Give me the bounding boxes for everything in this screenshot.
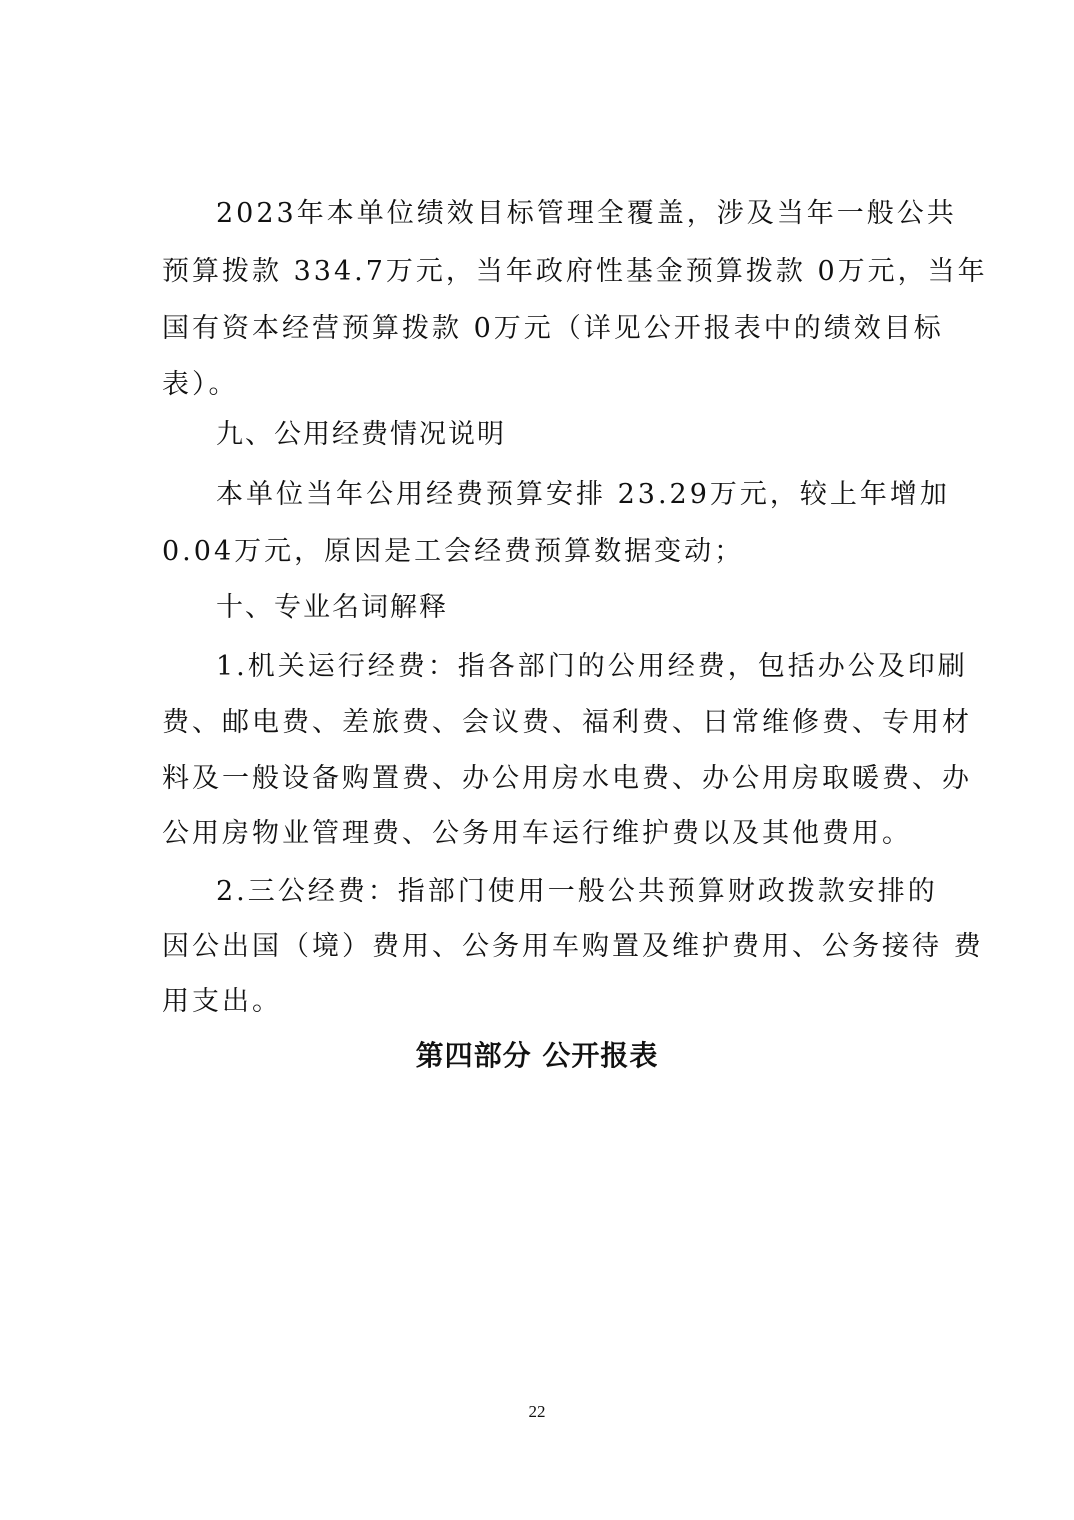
paragraph-line: 国有资本经营预算拨款 0万元（详见公开报表中的绩效目标 (162, 313, 944, 344)
paragraph-line: 0.04万元，原因是工会经费预算数据变动； (162, 536, 745, 567)
section-heading-nine: 九、公用经费情况说明 (216, 419, 506, 450)
part-four-title: 第四部分 公开报表 (415, 1039, 659, 1072)
definition-line: 料及一般设备购置费、办公用房水电费、办公用房取暖费、办 (162, 763, 972, 794)
paragraph-line: 表）。 (162, 369, 239, 400)
definition-line: 2.三公经费：指部门使用一般公共预算财政拨款安排的 (216, 876, 938, 907)
definition-line: 费、邮电费、差旅费、会议费、福利费、日常维修费、专用材 (162, 707, 972, 738)
definition-line: 用支出。 (162, 986, 282, 1017)
paragraph-line: 预算拨款 334.7万元，当年政府性基金预算拨款 0万元，当年 (162, 256, 988, 287)
definition-line: 公用房物业管理费、公务用车运行维护费以及其他费用。 (162, 818, 912, 849)
paragraph-line: 本单位当年公用经费预算安排 23.29万元，较上年增加 (216, 479, 950, 510)
page-number: 22 (528, 1402, 546, 1421)
definition-line: 1.机关运行经费：指各部门的公用经费，包括办公及印刷 (216, 651, 968, 682)
paragraph-line: 2023年本单位绩效目标管理全覆盖，涉及当年一般公共 (216, 198, 957, 229)
section-heading-ten: 十、专业名词解释 (216, 592, 448, 623)
definition-line: 因公出国（境）费用、公务用车购置及维护费用、公务接待 费 (162, 931, 984, 962)
